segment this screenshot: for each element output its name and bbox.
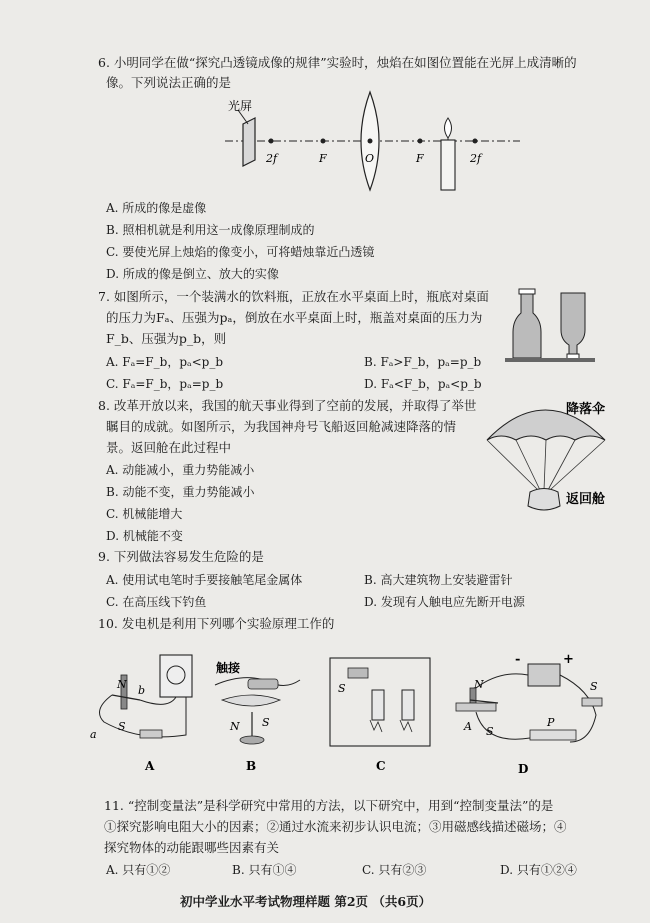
electromagnet-2 [402,690,414,720]
galvanometer [160,655,192,697]
point-2f-right [473,139,478,144]
svg-text:-: - [515,652,521,667]
q6-lens-figure [225,92,520,190]
q11-stem-line3: 探究物体的动能跟哪些因素有关 [104,840,280,855]
q7-option-b: B. Fₐ>F_b，pₐ=p_b [364,355,482,369]
candle-flame [445,118,452,138]
return-capsule [528,489,560,511]
point-f-right [418,139,423,144]
caption-d: D [518,762,529,776]
battery-c [348,668,368,678]
label-2f-left: 2f [266,152,278,165]
cap-upright [519,289,535,294]
caption-c: C [376,759,386,773]
svg-text:N: N [117,678,127,691]
table-surface [505,358,595,362]
q8-option-d: D. 机械能不变 [106,529,183,543]
q6-option-a: A. 所成的像是虚像 [106,201,207,215]
battery-d [528,664,560,686]
point-o [368,139,373,144]
switch-d [582,698,602,706]
touch-label: 触接 [216,661,241,675]
svg-text:P: P [547,716,555,729]
q7-bottle-figure [505,289,595,362]
q6-option-c: C. 要使光屏上烛焰的像变小，可将蜡烛靠近凸透镜 [106,245,375,259]
rheostat [530,730,576,740]
q7-option-a: A. Fₐ=F_b，pₐ<p_b [106,355,224,369]
bottle-inverted [561,293,585,355]
page-footer: 初中学业水平考试物理样题 第2页 （共6页） [180,894,432,909]
svg-text:N: N [474,678,484,691]
screen-label: 光屏 [228,99,253,113]
q10-figure-c [330,658,430,773]
coil-wire [222,695,280,706]
q7-stem-line3: F_b、压强为p_b，则 [106,331,227,346]
q7-option-c: C. Fₐ=F_b，pₐ=p_b [106,377,224,391]
label-2f-right: 2f [470,152,482,165]
label-o: O [365,152,375,165]
q11-option-a: A. 只有①② [106,863,171,877]
point-2f-left [269,139,274,144]
q11-option-d: D. 只有①②④ [500,863,577,877]
svg-text:S: S [590,680,598,693]
point-f-left [321,139,326,144]
q11-option-b: B. 只有①④ [232,863,297,877]
switch-a [140,730,162,738]
q10-figure-b [215,660,300,773]
battery-b [248,679,278,689]
q8-stem-line3: 景。返回舱在此过程中 [106,440,232,455]
q11-stem-line2: ①探究影响电阻大小的因素；②通过水流来初步认识电流；③用磁感线描述磁场；④ [104,819,567,834]
q6-stem-line1: 6. 小明同学在做“探究凸透镜成像的规律”实验时，烛焰在如图位置能在光屏上成清晰的 [98,55,577,70]
q8-stem-line1: 8. 改革开放以来，我国的航天事业得到了空前的发展，并取得了举世 [98,398,477,413]
caption-a: A [145,759,155,773]
svg-text:A: A [464,720,472,733]
q9-option-a: A. 使用试电笔时手要接触笔尾金属体 [106,573,303,587]
svg-text:N: N [230,720,240,733]
q9-stem: 9. 下列做法容易发生危险的是 [98,549,264,564]
svg-text:S: S [118,720,126,733]
q9-option-d: D. 发现有人触电应先断开电源 [364,595,525,609]
q7-option-d: D. Fₐ<F_b，pₐ<p_b [364,377,482,391]
svg-text:+: + [563,652,574,667]
q10-figure-d [456,652,602,776]
q9-option-c: C. 在高压线下钓鱼 [106,595,207,609]
q9-option-b: B. 高大建筑物上安装避雷针 [364,573,513,587]
q6-option-b: B. 照相机就是利用这一成像原理制成的 [106,223,315,237]
q8-option-b: B. 动能不变，重力势能减小 [106,485,255,499]
svg-text:S: S [486,725,494,738]
label-f-right: F [416,152,424,165]
q8-option-c: C. 机械能增大 [106,507,183,521]
q8-stem-line2: 瞩目的成就。如图所示，为我国神舟号飞船返回舱减速降落的情 [106,419,457,434]
q6-option-d: D. 所成的像是倒立、放大的实像 [106,267,279,281]
q8-parachute-figure [487,401,605,510]
caption-b: B [246,759,257,773]
svg-text:a: a [90,728,97,741]
svg-text:b: b [138,684,146,697]
q11-stem-line1: 11. “控制变量法”是科学研究中常用的方法，以下研究中，用到“控制变量法”的是 [104,798,554,813]
q11-option-c: C. 只有②③ [362,863,427,877]
svg-text:S: S [338,682,346,695]
svg-text:S: S [262,716,270,729]
q8-option-a: A. 动能减小，重力势能减小 [106,463,255,477]
capsule-label: 返回舱 [566,492,606,507]
q10-stem: 10. 发电机是利用下列哪个实验原理工作的 [98,616,335,631]
bottle-upright [513,293,541,358]
light-screen [243,118,255,166]
parachute-label: 降落伞 [566,402,606,417]
label-f-left: F [319,152,327,165]
electromagnet-1 [372,690,384,720]
q10-figure-a [90,655,192,773]
q6-stem-line2: 像。下列说法正确的是 [106,75,232,90]
candle [441,140,455,190]
q7-stem-line2: 的压力为Fₐ、压强为pₐ，倒放在水平桌面上时，瓶盖对桌面的压力为 [106,310,483,325]
q7-stem-line1: 7. 如图所示，一个装满水的饮料瓶，正放在水平桌面上时，瓶底对桌面 [98,289,489,304]
